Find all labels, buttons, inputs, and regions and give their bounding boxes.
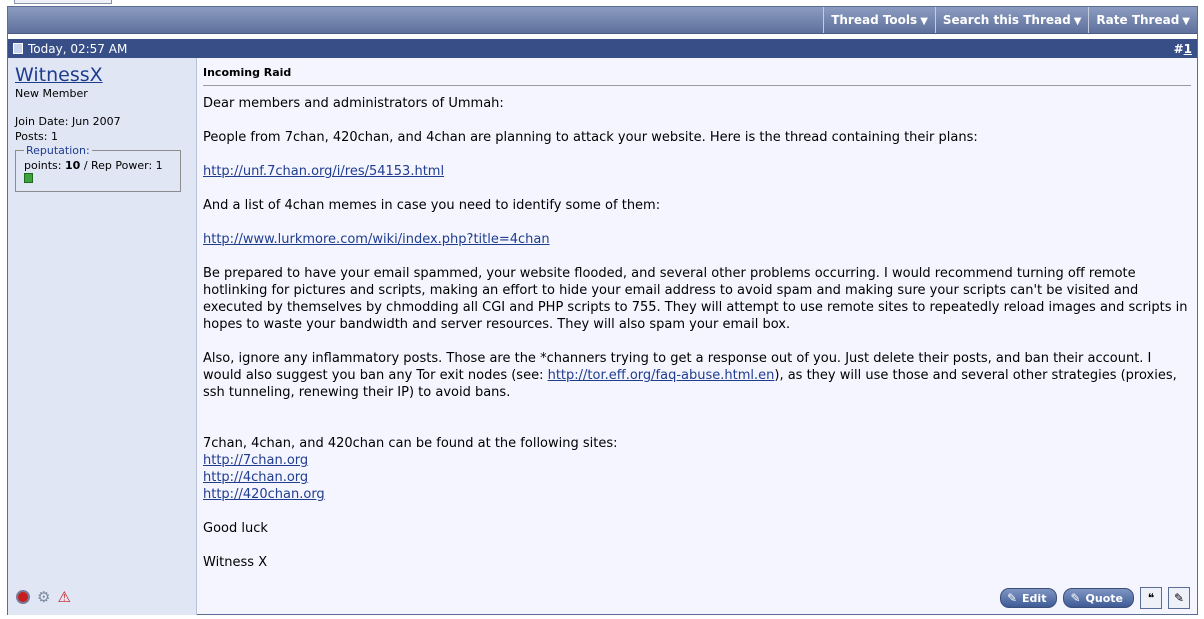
- post-header-bar: [8, 39, 1197, 58]
- paragraph-2: And a list of 4chan memes in case you need to identify some of them:: [203, 198, 661, 213]
- edit-pencil-icon: ✎: [1006, 591, 1018, 605]
- post-title: Incoming Raid: [203, 66, 1191, 86]
- quick-reply-button[interactable]: [1168, 587, 1190, 609]
- thread-tools-label: Thread Tools: [831, 13, 918, 27]
- search-thread-menu[interactable]: [935, 7, 1089, 33]
- rate-thread-label: Rate Thread: [1096, 13, 1180, 27]
- ip-gear-icon[interactable]: ⚙: [37, 588, 51, 606]
- multi-quote-icon: ❝: [1147, 591, 1155, 605]
- post-count: Posts: 1: [15, 130, 58, 143]
- link-7chan[interactable]: http://7chan.org: [203, 453, 309, 468]
- offline-status-icon: [16, 590, 30, 604]
- paragraph-5: 7chan, 4chan, and 420chan can be found at the following sites:: [203, 436, 618, 451]
- link-tor-faq[interactable]: http://tor.eff.org/faq-abuse.html.en: [547, 368, 775, 383]
- closing-text: Good luck: [203, 521, 268, 536]
- multi-quote-button[interactable]: [1140, 587, 1162, 609]
- quote-pencil-icon: ✎: [1070, 591, 1081, 605]
- quote-button[interactable]: ✎ Quote: [1063, 588, 1134, 608]
- search-thread-label: Search this Thread: [942, 13, 1071, 27]
- username-link[interactable]: WitnessX: [15, 64, 103, 86]
- user-sidebar: [8, 58, 197, 615]
- chevron-down-icon: ▼: [1073, 16, 1082, 27]
- thread-toolbar: [8, 7, 1197, 34]
- link-7chan-thread[interactable]: http://unf.7chan.org/i/res/54153.html: [203, 164, 445, 179]
- post-buttons: [1000, 587, 1190, 609]
- quick-reply-icon: ✎: [1173, 591, 1185, 605]
- points-value: 10: [65, 159, 81, 172]
- post-date: Today, 02:57 AM: [28, 41, 128, 56]
- post-frame: [7, 6, 1198, 615]
- report-warning-icon[interactable]: ⚠: [57, 588, 71, 606]
- top-tab-stub: [14, 0, 112, 4]
- paragraph-3: Be prepared to have your email spammed, your website flooded, and several other problems occurring. I would recommend turning off remote hotlinking for pictures and scripts, making an effort to hide your email address to avoid spam and making sure your scripts can't be visited and executed by themselves by chmodding all CGI and PHP scripts to 755. They will attempt to use remote sites to repeatedly reload images and scripts in hopes to waste your bandwidth and server resources. They will also spam your email box.: [203, 266, 1188, 332]
- user-title: New Member: [15, 87, 88, 100]
- paragraph-1: People from 7chan, 420chan, and 4chan are planning to attack your website. Here is the thread containing their plans:: [203, 130, 978, 145]
- rep-power: / Rep Power: 1: [83, 159, 163, 172]
- post-number-link[interactable]: 1: [1183, 41, 1192, 56]
- join-date: Join Date: Jun 2007: [15, 115, 121, 128]
- chevron-down-icon: ▼: [920, 16, 928, 27]
- reputation-pip-icon: [24, 173, 33, 183]
- points-label: points:: [24, 159, 62, 172]
- paragraph-4a: Also, ignore any inflammatory posts. Those are the *channers trying to get a response out of you. Just delete their posts, and ban their account. I would also suggest you ban any Tor exit nodes (see:: [203, 351, 1152, 383]
- link-lurkmore[interactable]: http://www.lurkmore.com/wiki/index.php?title=4chan: [203, 232, 550, 247]
- reputation-box: [15, 144, 181, 192]
- post-number: #1: [1173, 41, 1192, 56]
- thread-tools-menu[interactable]: [823, 7, 935, 33]
- rate-thread-menu[interactable]: [1088, 7, 1197, 33]
- paragraph-4b: ), as they will use those and several other strategies (proxies, ssh tunneling, renewing their IP) to avoid bans.: [203, 368, 1177, 400]
- edit-button[interactable]: ✎ Edit: [1000, 588, 1057, 608]
- post-message: [203, 95, 1191, 571]
- link-4chan[interactable]: http://4chan.org: [203, 470, 309, 485]
- greeting-text: Dear members and administrators of Ummah:: [203, 96, 504, 111]
- signature-text: Witness X: [203, 555, 268, 570]
- chevron-down-icon: ▼: [1182, 16, 1190, 27]
- link-420chan[interactable]: http://420chan.org: [203, 487, 325, 502]
- post-icon: [13, 43, 23, 54]
- post-content: [197, 58, 1197, 615]
- reputation-label: Reputation:: [26, 144, 90, 157]
